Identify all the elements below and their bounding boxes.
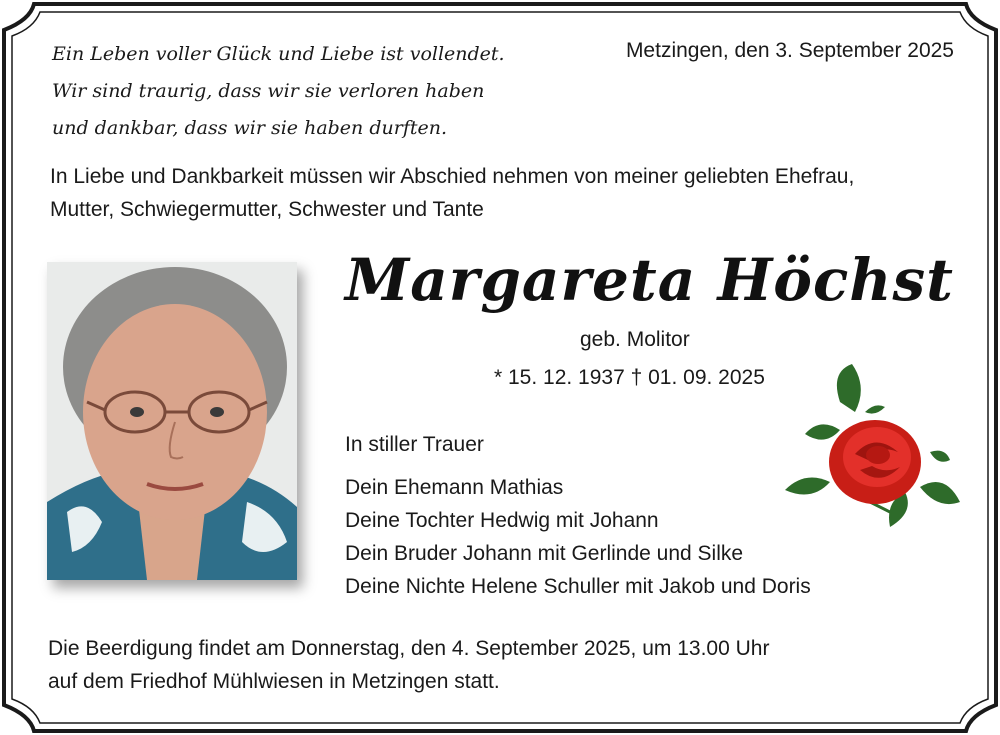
family-member: Deine Tochter Hedwig mit Johann (345, 509, 659, 532)
deceased-name: Margareta Höchst (345, 246, 954, 314)
place-and-date: Metzingen, den 3. September 2025 (625, 39, 954, 62)
mourning-heading: In stiller Trauer (345, 433, 484, 456)
portrait-photo (47, 262, 297, 580)
life-dates: * 15. 12. 1937 † 01. 09. 2025 (494, 366, 765, 389)
funeral-line: auf dem Friedhof Mühlwiesen in Metzingen statt. (48, 670, 500, 693)
funeral-line: Die Beerdigung findet am Donnerstag, den 4. September 2025, um 13.00 Uhr (48, 637, 770, 660)
family-member: Dein Ehemann Mathias (345, 476, 564, 499)
intro-text (50, 160, 854, 226)
poem-line: und dankbar, dass wir sie haben durften. (52, 117, 448, 139)
poem (52, 36, 505, 147)
funeral-notice (48, 632, 769, 698)
intro-line: Mutter, Schwiegermutter, Schwester und Tante (50, 198, 484, 221)
family-list (345, 471, 811, 603)
poem-line: Wir sind traurig, dass wir sie verloren haben (52, 80, 485, 102)
poem-line: Ein Leben voller Glück und Liebe ist vollendet. (52, 43, 505, 65)
family-member: Deine Nichte Helene Schuller mit Jakob und Doris (345, 575, 811, 598)
family-member: Dein Bruder Johann mit Gerlinde und Silke (345, 542, 744, 565)
intro-line: In Liebe und Dankbarkeit müssen wir Abschied nehmen von meiner geliebten Ehefrau, (50, 165, 855, 188)
maiden-name: geb. Molitor (580, 328, 690, 351)
